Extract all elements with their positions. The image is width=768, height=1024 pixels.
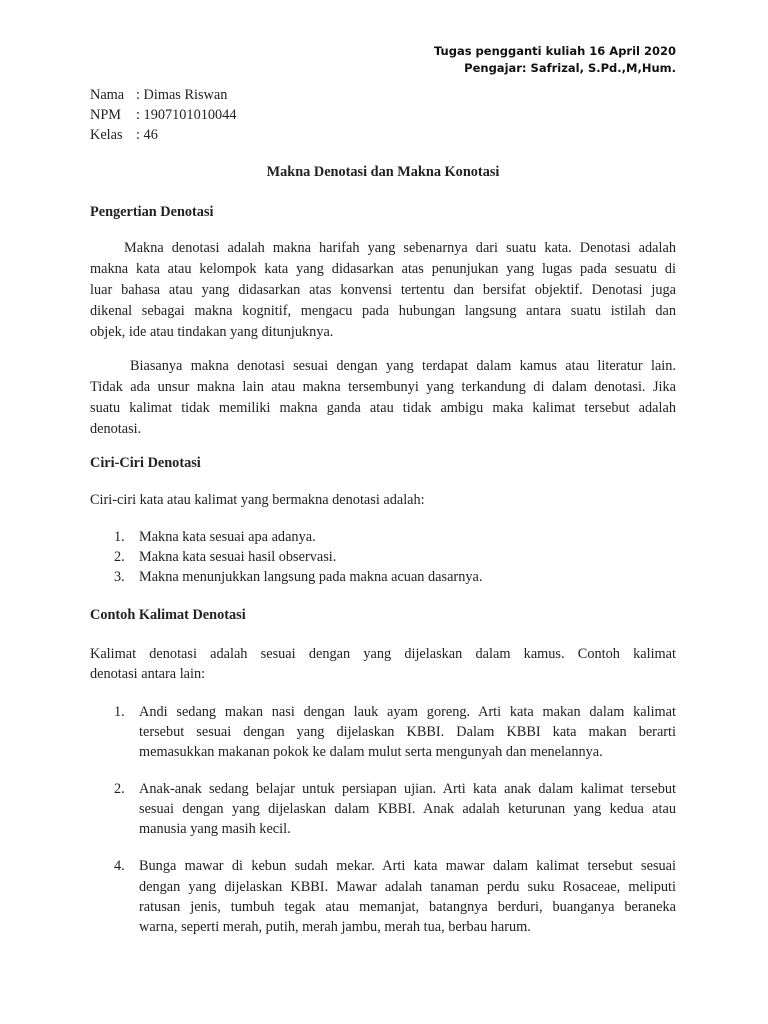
paragraph-line: Makna denotasi adalah makna harifah yang sebenarnya dari suatu kata. Denotasi adalah xyxy=(124,240,676,256)
list-item: Makna kata sesuai apa adanya. xyxy=(139,529,316,545)
list-number: 1. xyxy=(114,704,125,720)
list-item-line: tersebut sesuai dengan yang dijelaskan KBBI. Dalam KBBI kata makan berarti xyxy=(139,724,676,740)
list-item-line: ratusan jenis, tumbuh tegak atau memanjat, batangnya berduri, buanganya beraneka xyxy=(139,899,676,915)
list-number: 2. xyxy=(114,781,125,797)
list-item: Makna menunjukkan langsung pada makna acuan dasarnya. xyxy=(139,569,483,585)
list-item-line: Bunga mawar di kebun sudah mekar. Arti kata mawar dalam kalimat tersebut sesuai xyxy=(139,858,676,874)
section-heading-contoh: Contoh Kalimat Denotasi xyxy=(90,607,246,623)
paragraph-line: denotasi antara lain: xyxy=(90,666,206,682)
assignment-note: Tugas pengganti kuliah 16 April 2020 xyxy=(433,44,676,58)
list-item-line: dengan yang dijelaskan KBBI. Mawar adalah tanaman perdu suku Rosaceae, meliputi xyxy=(139,879,676,895)
list-item-line: Andi sedang makan nasi dengan lauk ayam goreng. Arti kata makan dalam kalimat xyxy=(139,704,676,720)
info-value: : 46 xyxy=(136,127,158,143)
lecturer-note: Pengajar: Safrizal, S.Pd.,M,Hum. xyxy=(464,61,676,75)
info-label: Nama xyxy=(90,87,125,103)
paragraph-line: objek, ide atau tindakan yang ditunjuknya. xyxy=(90,324,334,340)
list-number: 3. xyxy=(114,569,125,585)
paragraph-line: makna kata atau kelompok kata yang didasarkan atas penunjukan yang lugas pada sesuatu di xyxy=(90,261,676,277)
list-number: 2. xyxy=(114,549,125,565)
paragraph-line: Biasanya makna denotasi sesuai dengan yang terdapat dalam kamus atau literatur lain. xyxy=(130,358,676,374)
list-item-line: memasukkan makanan pokok ke dalam mulut serta mengunyah dan menelannya. xyxy=(139,744,603,760)
section-heading-ciri: Ciri-Ciri Denotasi xyxy=(90,455,201,471)
list-item-line: manusia yang masih kecil. xyxy=(139,821,291,837)
paragraph-line: denotasi. xyxy=(90,421,142,437)
paragraph-line: suatu kalimat tidak memiliki makna ganda atau tidak ambigu maka kalimat tersebut adalah xyxy=(90,400,676,416)
document-title: Makna Denotasi dan Makna Konotasi xyxy=(266,164,500,180)
paragraph-line: Tidak ada unsur makna lain atau makna tersembunyi yang terkandung di dalam denotasi. Jika xyxy=(90,379,676,395)
list-item-line: warna, seperti merah, putih, merah jambu, merah tua, berbau harum. xyxy=(139,919,531,935)
paragraph-line: dikenal sebagai makna kognitif, mengacu pada hubungan langsung antara suatu istilah dan xyxy=(90,303,676,319)
paragraph-line: Kalimat denotasi adalah sesuai dengan yang dijelaskan dalam kamus. Contoh kalimat xyxy=(90,646,676,662)
list-number: 4. xyxy=(114,858,125,874)
paragraph-line: luar bahasa atau yang didasarkan atas konvensi tertentu dan bersifat objektif. Denotasi juga xyxy=(90,282,676,298)
section-heading-pengertian: Pengertian Denotasi xyxy=(90,204,214,220)
ciri-intro: Ciri-ciri kata atau kalimat yang bermakna denotasi adalah: xyxy=(90,492,425,508)
info-label: NPM xyxy=(90,107,121,123)
list-item-line: sesuai dengan yang dijelaskan dalam KBBI. Anak adalah keturunan yang kedua atau xyxy=(139,801,676,817)
list-item: Makna kata sesuai hasil observasi. xyxy=(139,549,337,565)
list-item-line: Anak-anak sedang belajar untuk persiapan ujian. Arti kata anak dalam kalimat tersebut xyxy=(139,781,676,797)
info-value: : Dimas Riswan xyxy=(136,87,228,103)
list-number: 1. xyxy=(114,529,125,545)
info-label: Kelas xyxy=(90,127,123,143)
info-value: : 1907101010044 xyxy=(136,107,237,123)
